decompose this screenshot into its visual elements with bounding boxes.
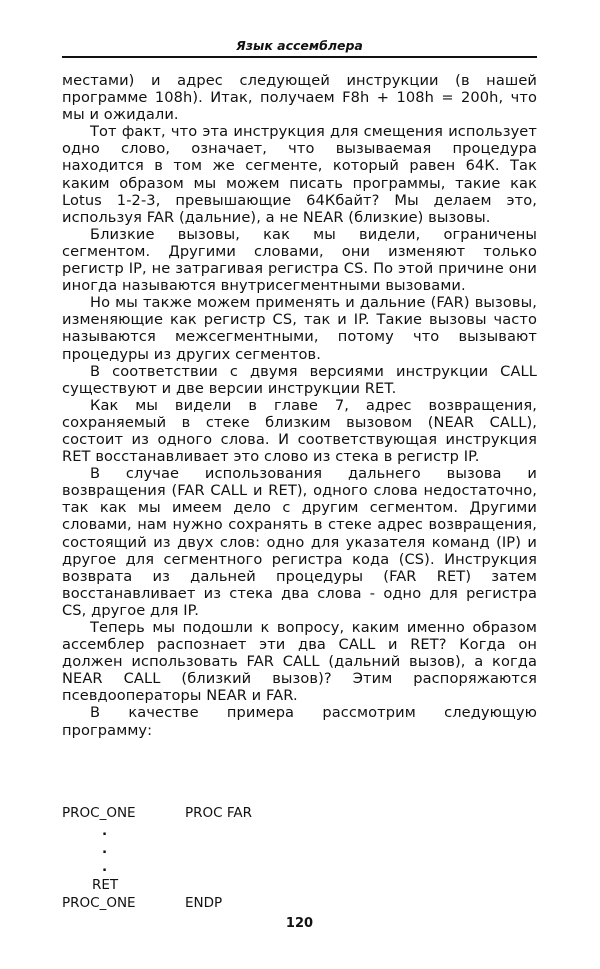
page-number: 120: [285, 916, 314, 931]
code-line: [62, 858, 537, 876]
paragraph: В случае использования дальнего вызова и возвращения (FAR CALL и RET), одного слова недостаточно, так как мы имеем дело с другим сегментом. Другими словами, нам нужно сохранять в стеке адрес возвращения, состоящий из двух слов: одно для указателя команд (IP) и другое для сегментного регистра кода (CS). Инструкция возврата из дальней процедуры (FAR RET) затем восстанавливает из стека два слова - одно для регистра CS, другое для IP.: [62, 465, 537, 619]
code-listing: [62, 804, 537, 912]
paragraph: Теперь мы подошли к вопросу, каким именно образом ассемблер распознает эти два CALL и RET? Когда он должен использовать FAR CALL (дальний вызов), а когда NEAR CALL (близкий вызов)? Этим распоряжаются псевдооператоры NEAR и FAR.: [62, 619, 537, 705]
ellipsis-dot: .: [102, 841, 108, 857]
code-line: [62, 840, 537, 858]
paragraph: Но мы также можем применять и дальние (FAR) вызовы, изменяющие как регистр CS, так и IP. Такие вызовы часто называются межсегментными, потому что вызывают процедуры из других сегментов.: [62, 294, 537, 363]
paragraph: местами) и адрес следующей инструкции (в нашей программе 108h). Итак, получаем F8h + 108h = 200h, что мы и ожидали.: [62, 72, 537, 124]
ellipsis-dot: .: [102, 859, 108, 875]
code-label: PROC_ONE: [62, 895, 136, 911]
header-rule: [62, 56, 537, 58]
code-line: [62, 894, 537, 912]
code-operator: ENDP: [185, 895, 223, 911]
code-instruction: RET: [92, 877, 119, 893]
code-label: PROC_ONE: [62, 805, 136, 821]
paragraph: В соответствии с двумя версиями инструкции CALL существуют и две версии инструкции RET.: [62, 362, 537, 397]
code-line: [62, 876, 537, 894]
paragraph: Как мы видели в главе 7, адрес возвращения, сохраняемый в стеке близким вызовом (NEAR CALL), состоит из одного слова. И соответствующая инструкция RET восстанавливает это слово из стека в регистр IP.: [62, 396, 537, 466]
running-header: Язык ассемблера: [236, 38, 363, 53]
body-text: [62, 72, 537, 739]
code-line: [62, 804, 537, 822]
paragraph: Близкие вызовы, как мы видели, ограничены сегментом. Другими словами, они изменяют только регистр IP, не затрагивая регистра CS. По этой причине они иногда называются внутрисегментными вызовами.: [62, 225, 537, 295]
ellipsis-dot: .: [102, 823, 108, 839]
paragraph: Тот факт, что эта инструкция для смещения использует одно слово, означает, что вызываемая процедура находится в том же сегменте, который равен 64К. Так каким образом мы можем писать программы, такие как Lotus 1-2-3, превышающие 64Кбайт? Мы делаем это, используя FAR (дальние), а не NEAR (близкие) вызовы.: [62, 123, 537, 226]
code-line: [62, 822, 537, 840]
code-operator: PROC FAR: [185, 805, 253, 821]
paragraph: В качестве примера рассмотрим следующую программу:: [62, 704, 537, 739]
